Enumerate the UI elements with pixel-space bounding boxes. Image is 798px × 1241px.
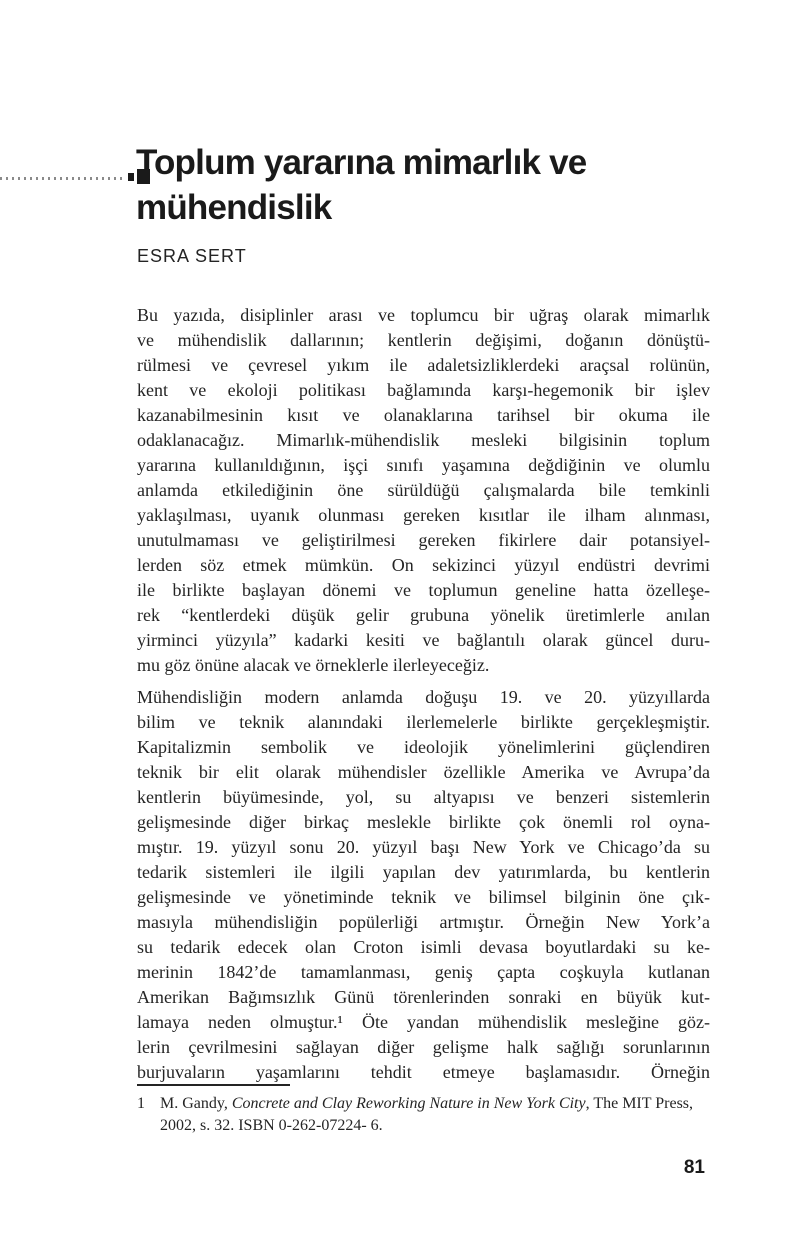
footnote: [137, 1093, 710, 1137]
body-text-line: lerin çevrilmesini sağlayan diğer gelişme halk sağlığı sorunlarının: [137, 1037, 710, 1057]
body-text-line: rülmesi ve çevresel yıkım ile adaletsizliklerdeki araçsal rolünün,: [137, 355, 710, 375]
page-number: 81: [683, 1157, 705, 1178]
body-text-line: masıyla mühendisliğin popülerliği artmıştır. Örneğin New York’a: [137, 912, 710, 932]
body-text-line: teknik bir elit olarak mühendisler özellikle Amerika ve Avrupa’da: [137, 762, 710, 782]
footnote-rule: [137, 1084, 290, 1086]
body-text-line: mıştır. 19. yüzyıl sonu 20. yüzyıl başı New York ve Chicago’da su: [137, 837, 710, 857]
body-text-line: gelişmesinde diğer birkaç meslekle birlikte çok önemli rol oyna-: [137, 812, 710, 832]
body-text-line: ile birlikte başlayan dönemi ve toplumun geneline hatta özelleşe-: [137, 580, 710, 600]
body-text-line: su tedarik edecek olan Croton isimli devasa boyutlardaki su ke-: [137, 937, 710, 957]
body-text-line: lerden söz etmek mümkün. On sekizinci yüzyıl endüstri devrimi: [137, 555, 710, 575]
article-body: [137, 303, 710, 1085]
body-text-line: kentlerin büyümesinde, yol, su altyapısı ve benzeri sistemlerin: [137, 787, 710, 807]
footnote-text: [160, 1093, 710, 1137]
dotted-rule: [0, 177, 126, 180]
body-text-line: kent ve ekoloji politikası bağlamında karşı-hegemonik bir işlev: [137, 380, 710, 400]
marker-square-small-icon: [128, 173, 134, 181]
footnote-text-before: M. Gandy,: [160, 1095, 232, 1112]
footnote-block: [137, 1084, 710, 1137]
body-text-line: anlamda etkilediğinin öne sürüldüğü çalışmalarda bile temkinli: [137, 480, 710, 500]
body-text-line: Kapitalizmin sembolik ve ideolojik yönelimlerini güçlendiren: [137, 737, 710, 757]
author-name: ESRA SERT: [137, 246, 247, 266]
body-paragraph: [137, 303, 710, 678]
article-title-line-1: Toplum yararına mimarlık ve: [136, 143, 587, 182]
body-text-line: gelişmesinde ve yönetiminde teknik ve bilimsel bilginin öne çık-: [137, 887, 710, 907]
body-text-line: merinin 1842’de tamamlanması, geniş çapta coşkuyla kutlanan: [137, 962, 710, 982]
body-text-line: Amerikan Bağımsızlık Günü törenlerinden sonraki en büyük kut-: [137, 987, 710, 1007]
body-text-line: bilim ve teknik alanındaki ilerlemelerle birlikte gerçekleşmiştir.: [137, 712, 710, 732]
article-title-line-2: mühendislik: [136, 188, 332, 227]
body-text-line: unutulmaması ve geliştirilmesi gereken fikirlere dair potansiyel-: [137, 530, 710, 550]
body-text-line: odaklanacağız. Mimarlık-mühendislik mesleki bilgisinin toplum: [137, 430, 710, 450]
body-text-line: yirminci yüzyıla” kadarki kesiti ve bağlantılı olarak güncel duru-: [137, 630, 710, 650]
body-text-line: burjuvaların yaşamlarını tehdit etmeye başlamasıdır. Örneğin: [137, 1062, 710, 1082]
body-text-line: Bu yazıda, disiplinler arası ve toplumcu bir uğraş olarak mimarlık: [137, 305, 710, 325]
footnote-marker: 1: [137, 1095, 145, 1112]
body-paragraph: [137, 685, 710, 1085]
body-text-line: yararına kullanıldığının, işçi sınıfı yaşamına değdiğinin ve olumlu: [137, 455, 710, 475]
body-text-line: yaklaşılması, uyanık olunması gereken kısıtlar ile ilham alınması,: [137, 505, 710, 525]
footnote-book-title: Concrete and Clay Reworking Nature in New York City: [231, 1095, 586, 1112]
footnote-text-after: , The MIT Press, 2002, s. 32. ISBN 0-262-07224- 6.: [160, 1095, 694, 1134]
body-text-line: ve mühendislik dallarının; kentlerin değişimi, doğanın dönüştü-: [137, 330, 710, 350]
body-text-line: tedarik sistemleri ile ilgili yapılan dev yatırımlarda, bu kentlerin: [137, 862, 710, 882]
body-text-line: lamaya neden olmuştur.¹ Öte yandan mühendislik mesleğine göz-: [137, 1012, 710, 1032]
body-text-line: Mühendisliğin modern anlamda doğuşu 19. ve 20. yüzyıllarda: [137, 687, 710, 707]
article-title: [136, 140, 586, 230]
body-text-line: mu göz önüne alacak ve örneklerle ilerleyeceğiz.: [137, 655, 490, 675]
body-text-line: kazanabilmesinin kısıt ve olanaklarına tarihsel bir okuma ile: [137, 405, 710, 425]
body-text-line: rek “kentlerdeki düşük gelir grubuna yönelik üretimlerle anılan: [137, 605, 710, 625]
